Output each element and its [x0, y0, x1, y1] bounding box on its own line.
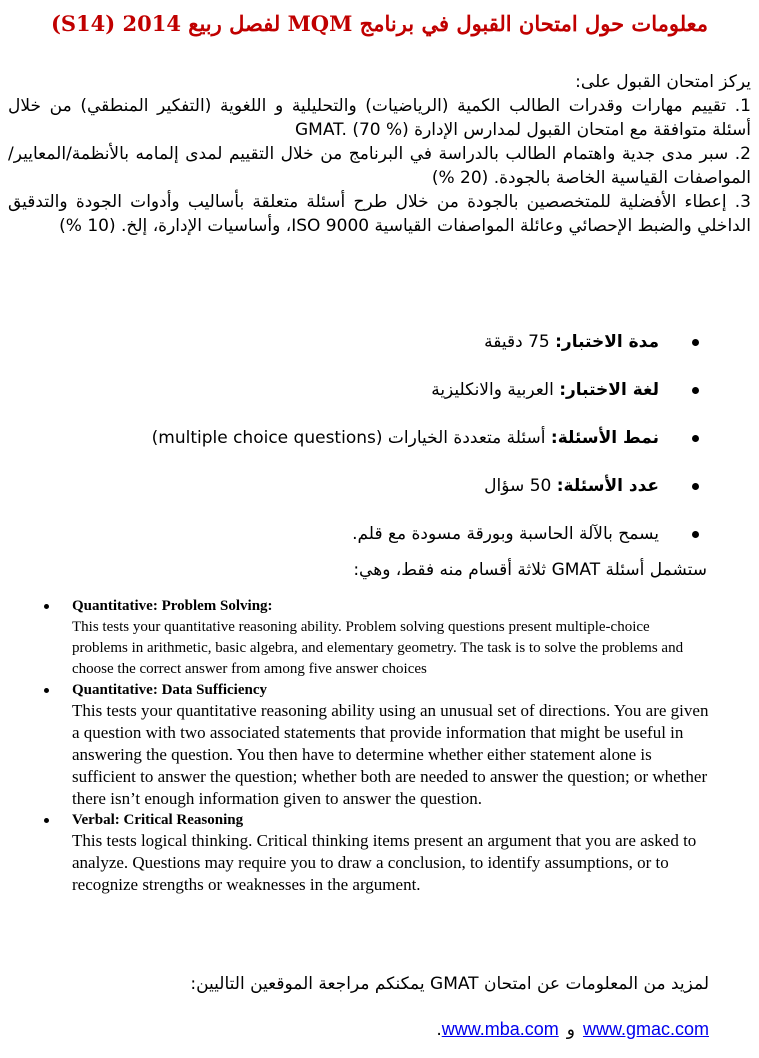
- sections-intro: ستشمل أسئلة GMAT ثلاثة أقسام منه فقط، وهي:: [353, 560, 707, 580]
- intro-block: [8, 70, 751, 238]
- fact-value: يسمح بالآلة الحاسبة وبورقة مسودة مع قلم.: [352, 524, 659, 544]
- bullet-icon: [692, 483, 699, 490]
- fact-label: نمط الأسئلة:: [550, 428, 659, 448]
- links-trailing-period: .: [436, 1020, 442, 1040]
- mba-link[interactable]: www.mba.com: [441, 1019, 559, 1039]
- section-body: This tests your quantitative reasoning ability using an unusual set of directions. You are given a question with two associated statements that provide information that might be useful in answering the question. You then have to determine whether either statement alone is sufficient to answer the question; whether both are needed to answer the question; or whether there isn’t enough information given to answer the question.: [72, 701, 709, 808]
- bullet-icon: [692, 531, 699, 538]
- bullet-icon: [44, 688, 49, 693]
- page-title: معلومات حول امتحان القبول في برنامج MQM لفصل ربيع 2014 (S14): [50, 11, 709, 36]
- more-info-text: لمزيد من المعلومات عن امتحان GMAT يمكنكم مراجعة الموقعين التاليين:: [190, 974, 709, 994]
- section-heading: Quantitative: Data Sufficiency: [72, 682, 267, 698]
- intro-point-3: 3. إعطاء الأفضلية للمتخصصين بالجودة من خلال طرح أسئلة متعلقة بأساليب وأدوات الجودة والتدقيق الداخلي والضبط الإحصائي وعائلة المواصفات القياسية ISO 9000، وأساسيات الإدارة، إلخ. (10 %): [8, 192, 751, 236]
- fact-label: لغة الاختبار:: [559, 380, 659, 400]
- gmat-sections-list: [40, 596, 709, 896]
- intro-point-2: 2. سبر مدى جدية واهتمام الطالب بالدراسة في البرنامج من خلال التقييم لمدى إلمامه بالأنظمة/المعايير/المواصفات القياسية الخاصة بالجودة. (20 %): [8, 144, 751, 188]
- section-body: This tests logical thinking. Critical thinking items present an argument that you are asked to analyze. Questions may require you to draw a conclusion, to identify assumptions, or to recognize strengths or weaknesses in the argument.: [72, 831, 697, 894]
- fact-value: 75 دقيقة: [484, 332, 556, 352]
- links-conjunction: و: [566, 1020, 575, 1040]
- section-heading: Verbal: Critical Reasoning: [72, 812, 244, 828]
- fact-value: 50 سؤال: [484, 476, 557, 496]
- section-critical-reasoning: [40, 810, 709, 896]
- section-body: This tests your quantitative reasoning ability. Problem solving questions present multiple-choice problems in arithmetic, basic algebra, and elementary geometry. The task is to solve the problems and choose the correct answer from among five answer choices: [72, 619, 684, 677]
- bullet-icon: [44, 818, 49, 823]
- bullet-icon: [692, 387, 699, 394]
- fact-duration: [8, 330, 715, 378]
- fact-question-type: [8, 426, 715, 474]
- gmac-link[interactable]: www.gmac.com: [582, 1019, 709, 1039]
- fact-language: [8, 378, 715, 426]
- intro-point-1: 1. تقييم مهارات وقدرات الطالب الكمية (الرياضيات) والتحليلية و اللغوية (التفكير المنطقي) من خلال أسئلة متوافقة مع امتحان القبول لمدارس الإدارة GMAT. (70 %): [8, 96, 751, 140]
- section-problem-solving: [40, 596, 709, 680]
- fact-value: أسئلة متعددة الخيارات (multiple choice questions): [151, 428, 551, 448]
- fact-question-count: [8, 474, 715, 522]
- bullet-icon: [692, 435, 699, 442]
- fact-label: مدة الاختبار:: [555, 332, 659, 352]
- intro-lead: يركز امتحان القبول على:: [575, 72, 751, 92]
- section-heading: Quantitative: Problem Solving:: [72, 598, 273, 614]
- section-data-sufficiency: [40, 680, 709, 810]
- bullet-icon: [44, 604, 49, 609]
- fact-label: عدد الأسئلة:: [556, 476, 659, 496]
- links-line: [8, 1016, 709, 1043]
- exam-facts-list: [8, 330, 715, 570]
- fact-value: العربية والانكليزية: [431, 380, 560, 400]
- bullet-icon: [692, 339, 699, 346]
